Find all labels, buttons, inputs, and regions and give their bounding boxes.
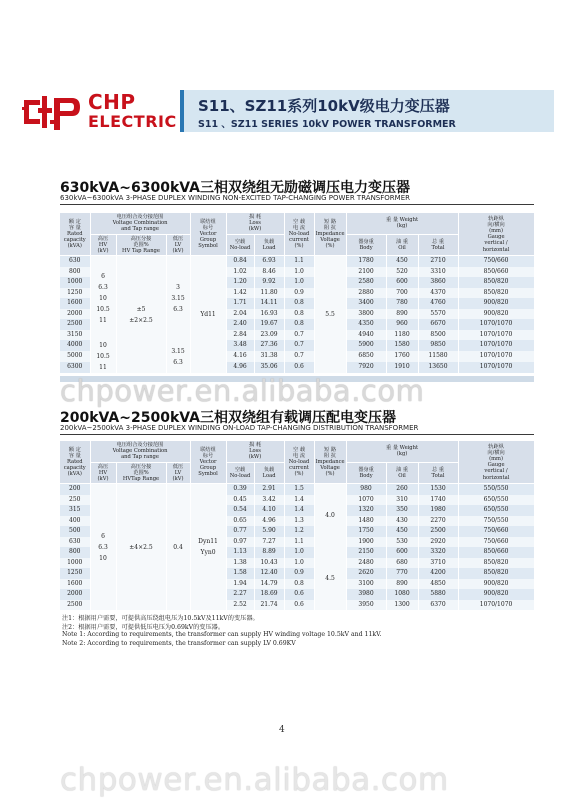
cell-noload-loss: 2.04 [226,309,254,320]
cell-capacity: 1000 [60,558,90,569]
cell-total-weight: 3860 [418,277,458,288]
brand-name-chp: CHP [88,90,136,114]
cell-oil-weight: 600 [386,547,418,558]
cell-total-weight: 1530 [418,484,458,495]
section2-table [60,441,535,610]
cell-impedance-text: 5.5 [325,311,335,319]
section1-table-body [60,256,534,374]
cell-gauge: 900/820 [458,309,534,320]
cell-load-loss: 35.06 [254,362,284,373]
s1-header-hv: 高压 HV (kV) [90,234,116,256]
cell-total-weight: 1740 [418,495,458,506]
cell-oil-weight: 780 [386,298,418,309]
cell-noload-current: 0.7 [284,340,314,351]
cell-gauge: 850/660 [458,267,534,278]
cell-gauge: 1070/1070 [458,330,534,341]
cell-oil-weight: 1910 [386,362,418,373]
s2-header-vector: 联结组 标号 Vector Group Symbol [190,441,226,484]
cell-noload-loss: 4.96 [226,362,254,373]
cell-oil-weight: 1180 [386,330,418,341]
cell-total-weight: 4760 [418,298,458,309]
s2-header-lv: 低压 LV (kV) [166,462,190,484]
cell-body-weight: 3950 [346,600,386,611]
s2-header-capacity: 额 定 容 量 Rated capacity (kVA) [60,441,90,484]
section2-divider [60,434,534,435]
cell-load-loss: 21.74 [254,600,284,611]
section1-title: 630kVA~6300kVA三相双绕组无励磁调压电力变压器 [60,180,410,196]
cell-capacity: 800 [60,267,90,278]
cell-load-loss: 3.42 [254,495,284,506]
cell-gauge: 850/820 [458,277,534,288]
cell-total-weight: 9850 [418,340,458,351]
cell-capacity: 2500 [60,319,90,330]
cell-noload-loss: 1.20 [226,277,254,288]
cell-lv [166,484,190,611]
cell-oil-weight: 700 [386,288,418,299]
cell-gauge: 900/820 [458,298,534,309]
header-title-en: S11 、SZ11 SERIES 10kV POWER TRANSFORMER [198,119,456,130]
bottom-watermark-text: chpower.en.alibaba.com [60,762,449,798]
cell-capacity: 1600 [60,298,90,309]
cell-total-weight: 13650 [418,362,458,373]
cell-load-loss: 27.36 [254,340,284,351]
cell-oil-weight: 890 [386,309,418,320]
cell-body-weight: 2100 [346,267,386,278]
cell-noload-current: 1.4 [284,495,314,506]
cell-lv [166,256,190,341]
cell-noload-current: 1.1 [284,537,314,548]
s1-header-tap: 高压分接 范围% HV Tap Range [116,234,166,256]
s2-header-oil: 油 重 Oil [386,462,418,484]
s1-header-body: 器身重 Body [346,234,386,256]
table-row [60,484,534,495]
cell-gauge: 650/550 [458,505,534,516]
cell-noload-current: 1.4 [284,505,314,516]
s2-header-noload-loss: 空载 No-load [226,462,254,484]
s2-header-impedance: 短 路 阻 抗 Impedance Voltage (%) [314,441,346,484]
cell-gauge: 750/660 [458,256,534,267]
cell-body-weight: 1780 [346,256,386,267]
cell-load-loss: 7.27 [254,537,284,548]
cell-oil-weight: 1300 [386,600,418,611]
cell-total-weight: 3710 [418,558,458,569]
table-row [60,256,534,267]
cell-vector [190,484,226,611]
section1-table [60,213,535,373]
s1-header-noload-current: 空 载 电 流 No-load current (%) [284,213,314,256]
cell-impedance [314,484,346,548]
cell-gauge: 750/550 [458,516,534,527]
brand-logo [20,90,180,134]
header-title-bar [180,90,554,132]
cell-body-weight: 4940 [346,330,386,341]
cell-noload-current: 0.8 [284,579,314,590]
cell-load-loss: 2.91 [254,484,284,495]
cell-noload-current: 0.8 [284,298,314,309]
cell-noload-loss: 0.65 [226,516,254,527]
cell-oil-weight: 260 [386,484,418,495]
cell-tap [116,256,166,374]
cell-tap-text: ±4×2.5 [129,543,153,551]
cell-load-loss: 11.80 [254,288,284,299]
s1-header-load-loss: 负载 Load [254,234,284,256]
cell-load-loss: 10.43 [254,558,284,569]
s2-header-weight: 重 量 Weight (kg) [346,441,458,462]
cell-capacity: 315 [60,505,90,516]
s1-header-lv: 低压 LV (kV) [166,234,190,256]
cell-body-weight: 2480 [346,558,386,569]
cell-hv-text: 10 10.5 11 [96,342,110,372]
note-en-1: Note 1: According to requirements, the transformer can supply HV winding voltage 10.5kV and 11kV. [62,631,382,638]
cell-gauge: 750/660 [458,526,534,537]
header-title-cn: S11、SZ11系列10kV级电力变压器 [198,97,450,115]
cell-total-weight: 6670 [418,319,458,330]
cell-noload-current: 1.5 [284,484,314,495]
cell-noload-current: 0.9 [284,288,314,299]
s2-header-total: 总 重 Total [418,462,458,484]
cell-oil-weight: 450 [386,526,418,537]
cell-oil-weight: 450 [386,256,418,267]
cell-oil-weight: 350 [386,505,418,516]
cell-body-weight: 1070 [346,495,386,506]
s2-header-voltage-combo: 电压组合及分接范围 Voltage Combination and Tap range [90,441,190,462]
cell-capacity: 2000 [60,309,90,320]
cell-load-loss: 18.69 [254,589,284,600]
cell-gauge: 850/820 [458,568,534,579]
chp-logo-mark-icon [20,90,84,134]
cell-body-weight: 1750 [346,526,386,537]
cell-load-loss: 8.89 [254,547,284,558]
cell-noload-loss: 1.38 [226,558,254,569]
cell-noload-loss: 4.16 [226,351,254,362]
cell-lv-text: 3.15 6.3 [171,347,185,366]
s2-header-body: 器身重 Body [346,462,386,484]
cell-capacity: 500 [60,526,90,537]
s2-header-noload-current: 空 载 电 流 No-load current (%) [284,441,314,484]
cell-noload-loss: 1.42 [226,288,254,299]
cell-body-weight: 7920 [346,362,386,373]
cell-body-weight: 1480 [346,516,386,527]
cell-noload-loss: 0.45 [226,495,254,506]
cell-noload-current: 1.1 [284,256,314,267]
cell-noload-current: 0.8 [284,319,314,330]
cell-load-loss: 4.96 [254,516,284,527]
cell-capacity: 630 [60,256,90,267]
cell-noload-loss: 0.84 [226,256,254,267]
cell-noload-current: 0.6 [284,362,314,373]
s1-header-total: 总 重 Total [418,234,458,256]
cell-capacity: 200 [60,484,90,495]
section1-divider [60,204,534,205]
cell-noload-current: 1.0 [284,277,314,288]
cell-noload-current: 1.0 [284,267,314,278]
cell-gauge: 650/550 [458,495,534,506]
cell-impedance [314,256,346,374]
cell-noload-loss: 2.40 [226,319,254,330]
cell-capacity: 1000 [60,277,90,288]
cell-hv-text: 6 6.3 10 10.5 11 [96,272,110,324]
cell-noload-current: 1.0 [284,558,314,569]
cell-noload-loss: 1.13 [226,547,254,558]
cell-gauge: 1070/1070 [458,319,534,330]
s1-header-oil: 油 重 Oil [386,234,418,256]
cell-load-loss: 16.93 [254,309,284,320]
cell-impedance [314,547,346,610]
cell-impedance-text: 4.5 [325,575,335,583]
cell-vector [190,256,226,374]
cell-total-weight: 2270 [418,516,458,527]
section2-title: 200kVA~2500kVA三相双绕组有载调压配电变压器 [60,410,396,426]
cell-gauge: 900/820 [458,579,534,590]
cell-gauge: 850/820 [458,558,534,569]
cell-body-weight: 3400 [346,298,386,309]
cell-noload-loss: 1.58 [226,568,254,579]
cell-capacity: 630 [60,537,90,548]
cell-tap-text: ±5 ±2×2.5 [129,305,153,324]
cell-noload-loss: 0.39 [226,484,254,495]
cell-oil-weight: 1580 [386,340,418,351]
watermark-text: chpower.en.alibaba.com [60,374,425,408]
cell-total-weight: 6370 [418,600,458,611]
cell-lv-text: 3 3.15 6.3 [171,283,185,313]
cell-capacity: 400 [60,516,90,527]
s1-header-voltage-combo: 电压组合及分接范围 Voltage Combination and Tap range [90,213,190,234]
cell-oil-weight: 600 [386,277,418,288]
cell-noload-current: 1.3 [284,516,314,527]
cell-body-weight: 980 [346,484,386,495]
cell-impedance-text: 4.0 [325,512,335,520]
cell-tap [116,484,166,611]
s2-header-load-loss: 负载 Load [254,462,284,484]
cell-hv [90,256,116,341]
cell-gauge: 1070/1070 [458,362,534,373]
cell-load-loss: 31.38 [254,351,284,362]
cell-noload-current: 1.0 [284,547,314,558]
cell-gauge: 1070/1070 [458,351,534,362]
cell-noload-loss: 3.48 [226,340,254,351]
brand-name-electric: ELECTRIC [88,112,177,131]
cell-body-weight: 2580 [346,277,386,288]
cell-capacity: 2500 [60,600,90,611]
cell-capacity: 5000 [60,351,90,362]
cell-lv-text: 0.4 [173,543,183,551]
cell-oil-weight: 890 [386,579,418,590]
cell-gauge: 750/660 [458,537,534,548]
cell-total-weight: 8500 [418,330,458,341]
cell-load-loss: 8.46 [254,267,284,278]
s2-header-hv: 高压 HV (kV) [90,462,116,484]
cell-noload-current: 0.7 [284,330,314,341]
cell-body-weight: 1900 [346,537,386,548]
cell-body-weight: 5900 [346,340,386,351]
note-cn-1: 注1：根据用户需要，可提供高压绕组电压为10.5kV及11kV的变压器。 [62,615,259,622]
note-cn-2: 注2：根据用户需要，可提供低压电压为0.69kV的变压器。 [62,624,225,631]
cell-total-weight: 5880 [418,589,458,600]
cell-body-weight: 2150 [346,547,386,558]
cell-hv-text: 6 6.3 10 [98,532,108,562]
s2-header-tap: 高压分接 范围% HVTap Range [116,462,166,484]
cell-noload-loss: 2.27 [226,589,254,600]
cell-gauge: 1070/1070 [458,600,534,611]
cell-noload-current: 0.9 [284,568,314,579]
section2-subtitle: 200kVA~2500kVA 3-PHASE DUPLEX WINDING ON-LOAD TAP-CHANGING DISTRIBUTION TRANSFORMER [60,424,419,432]
cell-total-weight: 4370 [418,288,458,299]
cell-body-weight: 4350 [346,319,386,330]
cell-body-weight: 2620 [346,568,386,579]
cell-capacity: 3150 [60,330,90,341]
cell-total-weight: 1980 [418,505,458,516]
cell-body-weight: 3800 [346,309,386,320]
cell-capacity: 6300 [60,362,90,373]
cell-capacity: 2000 [60,589,90,600]
cell-noload-loss: 1.71 [226,298,254,309]
s1-header-impedance: 短 路 阻 抗 Impedance Voltage (%) [314,213,346,256]
section1-subtitle: 630kVA~6300kVA 3-PHASE DUPLEX WINDING NON-EXCITED TAP-CHANGING POWER TRANSFORMER [60,194,410,202]
cell-vector-text: Dyn11 Yyn0 [198,538,218,557]
cell-load-loss: 5.90 [254,526,284,537]
s1-header-vector: 联结组 标号 Vector Group Symbol [190,213,226,256]
cell-capacity: 1250 [60,568,90,579]
cell-total-weight: 4850 [418,579,458,590]
cell-oil-weight: 770 [386,568,418,579]
cell-load-loss: 6.93 [254,256,284,267]
cell-noload-current: 0.6 [284,589,314,600]
cell-total-weight: 4200 [418,568,458,579]
cell-total-weight: 5570 [418,309,458,320]
cell-noload-loss: 1.94 [226,579,254,590]
cell-capacity: 250 [60,495,90,506]
cell-capacity: 800 [60,547,90,558]
cell-gauge: 850/820 [458,288,534,299]
cell-capacity: 1250 [60,288,90,299]
cell-noload-loss: 0.54 [226,505,254,516]
section2-table-body [60,484,534,611]
cell-noload-loss: 2.52 [226,600,254,611]
cell-lv [166,340,190,373]
cell-load-loss: 4.10 [254,505,284,516]
cell-oil-weight: 520 [386,267,418,278]
cell-hv [90,340,116,373]
s1-header-capacity: 额 定 容 量 Rated capacity (kVA) [60,213,90,256]
s1-header-loss: 损 耗 Loss (kW) [226,213,284,234]
cell-load-loss: 14.79 [254,579,284,590]
cell-body-weight: 2880 [346,288,386,299]
cell-load-loss: 12.40 [254,568,284,579]
s1-header-weight: 重 量 Weight (kg) [346,213,458,234]
cell-total-weight: 3320 [418,547,458,558]
cell-vector-text: Yd11 [200,311,216,319]
cell-noload-current: 1.2 [284,526,314,537]
page-number: 4 [279,725,285,735]
cell-total-weight: 11580 [418,351,458,362]
cell-body-weight: 1320 [346,505,386,516]
cell-oil-weight: 430 [386,516,418,527]
note-en-2: Note 2: According to requirements, the transformer can supply LV 0.69KV [62,640,296,647]
cell-gauge: 850/660 [458,547,534,558]
cell-oil-weight: 1760 [386,351,418,362]
cell-noload-loss: 0.97 [226,537,254,548]
cell-load-loss: 23.09 [254,330,284,341]
cell-oil-weight: 310 [386,495,418,506]
cell-gauge: 1070/1070 [458,340,534,351]
cell-noload-loss: 1.02 [226,267,254,278]
cell-gauge: 550/550 [458,484,534,495]
cell-oil-weight: 1080 [386,589,418,600]
cell-total-weight: 2500 [418,526,458,537]
s1-header-noload-loss: 空载 No-load [226,234,254,256]
cell-total-weight: 2920 [418,537,458,548]
cell-oil-weight: 680 [386,558,418,569]
cell-total-weight: 3310 [418,267,458,278]
cell-oil-weight: 530 [386,537,418,548]
cell-hv [90,484,116,611]
cell-load-loss: 19.67 [254,319,284,330]
cell-load-loss: 14.11 [254,298,284,309]
cell-noload-current: 0.7 [284,351,314,362]
cell-noload-current: 0.8 [284,309,314,320]
cell-noload-current: 0.6 [284,600,314,611]
s1-header-gauge: 轨距纵 向/横向 (mm) Gauge vertical / horizontal [458,213,534,256]
cell-oil-weight: 960 [386,319,418,330]
cell-gauge: 900/820 [458,589,534,600]
cell-body-weight: 3100 [346,579,386,590]
cell-capacity: 4000 [60,340,90,351]
cell-body-weight: 3980 [346,589,386,600]
cell-noload-loss: 0.77 [226,526,254,537]
cell-noload-loss: 2.84 [226,330,254,341]
cell-load-loss: 9.92 [254,277,284,288]
s2-header-gauge: 轨距纵 向/横向 (mm) Gauge vertical / horizontal [458,441,534,484]
cell-body-weight: 6850 [346,351,386,362]
s2-header-loss: 损 耗 Loss (kW) [226,441,284,462]
cell-capacity: 1600 [60,579,90,590]
cell-total-weight: 2710 [418,256,458,267]
